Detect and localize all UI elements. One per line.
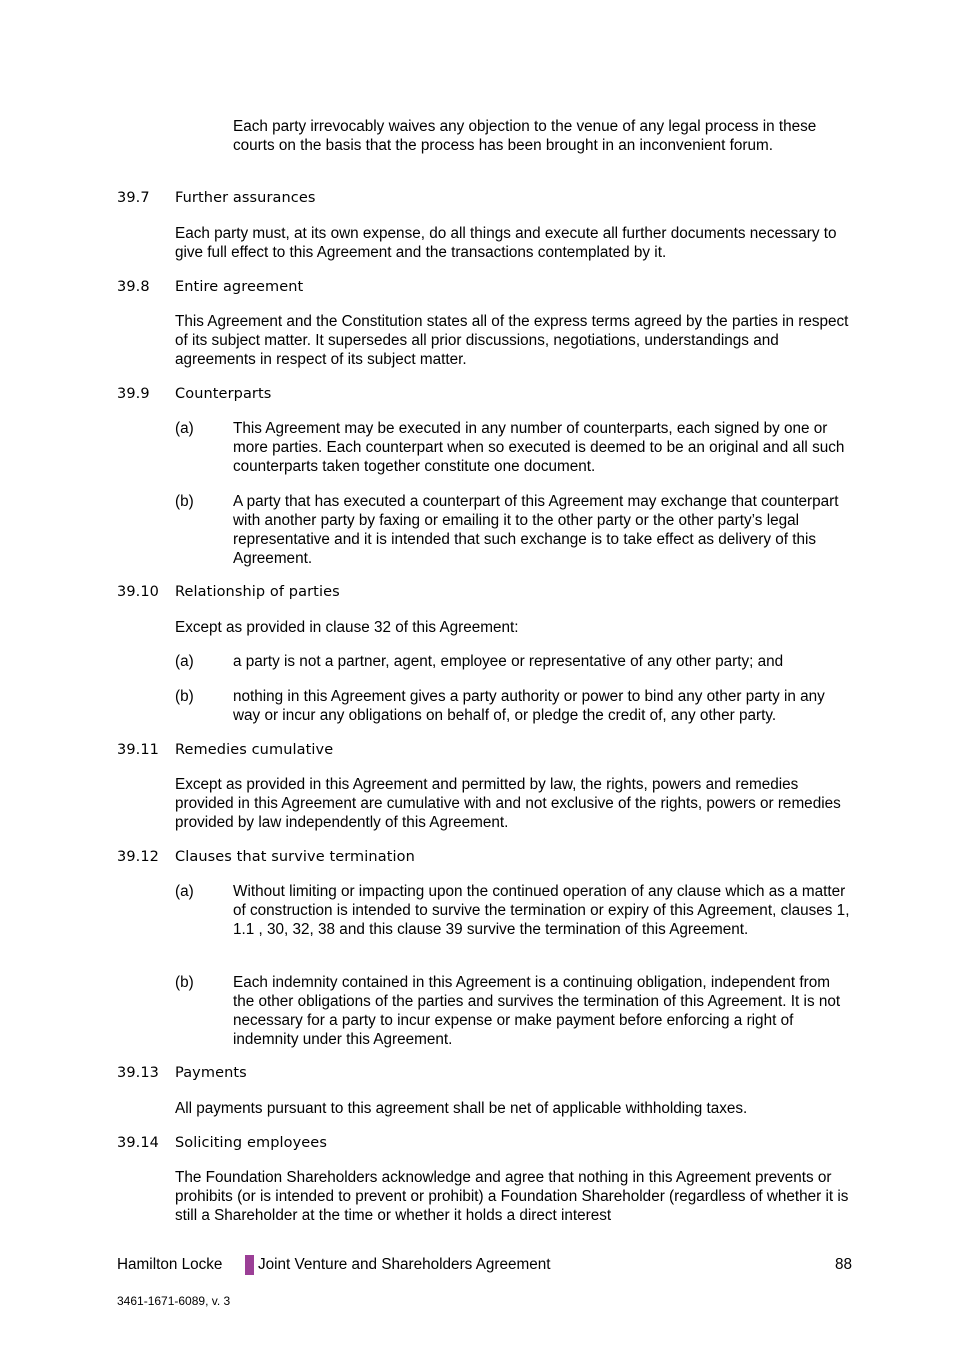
clause-heading-39-10 (117, 583, 817, 602)
clause-heading-39-13 (117, 1064, 817, 1083)
clause-heading-39-9 (117, 385, 817, 404)
clause-intro-39-10: Except as provided in clause 32 of this Agreement: (175, 619, 519, 636)
clause-title: Relationship of parties (175, 584, 340, 600)
clause-number: 39.9 (117, 386, 150, 402)
clause-heading-39-11 (117, 741, 817, 760)
clause-number: 39.14 (117, 1135, 160, 1151)
subclause-label: (b) (175, 974, 194, 991)
document-id: 3461-1671-6089, v. 3 (117, 1294, 231, 1308)
clause-body-39-8: This Agreement and the Constitution states all of the express terms agreed by the parties in respect of its subject matter. It supersedes all prior discussions, negotiations, understandings and agreements in respect of its subject matter. (175, 313, 849, 368)
clause-body-39-11: Except as provided in this Agreement and permitted by law, the rights, powers and remedies provided in this Agreement are cumulative with and not exclusive of the rights, powers or remedies provided by law independently of this Agreement. (175, 776, 841, 831)
venue-waiver-paragraph: Each party irrevocably waives any objection to the venue of any legal process in these courts on the basis that the process has been brought in an inconvenient forum. (233, 118, 817, 154)
subclause-text-39-12-b: Each indemnity contained in this Agreement is a continuing obligation, independent from the other obligations of the parties and survives the termination of this Agreement. It is not necessary for a party to incur expense or make payment before enforcing a right of indemnity under this Agreement. (233, 974, 841, 1048)
page-number: 88 (834, 1256, 852, 1273)
clause-number: 39.8 (117, 279, 150, 295)
clause-title: Further assurances (175, 190, 316, 206)
clause-body-39-14: The Foundation Shareholders acknowledge and agree that nothing in this Agreement prevents or prohibits (or is intended to prevent or prohibit) a Foundation Shareholder (regardless of whether it is still a Shareholder at the time or whether it holds a direct interest (175, 1169, 849, 1224)
firm-name: Hamilton Locke (117, 1256, 223, 1273)
subclause-label: (a) (175, 653, 194, 670)
subclause-text-39-9-b: A party that has executed a counterpart of this Agreement may exchange that counterpart with another party by faxing or emailing it to the other party or the other party’s legal representative and it is intended that such exchange is to take effect as delivery of this Agreement. (233, 493, 839, 567)
clause-title: Counterparts (175, 386, 272, 402)
clause-title: Payments (175, 1065, 247, 1081)
clause-title: Clauses that survive termination (175, 849, 415, 865)
clause-heading-39-8 (117, 278, 817, 297)
clause-number: 39.12 (117, 849, 160, 865)
clause-heading-39-12 (117, 848, 817, 867)
clause-body-39-7: Each party must, at its own expense, do all things and execute all further documents necessary to give full effect to this Agreement and the transactions contemplated by it. (175, 225, 837, 261)
subclause-text-39-10-a: a party is not a partner, agent, employee or representative of any other party; and (233, 653, 784, 670)
clause-heading-39-7 (117, 189, 817, 208)
subclause-text-39-12-a: Without limiting or impacting upon the continued operation of any clause which as a matter of construction is intended to survive the termination or expiry of this Agreement, clauses 1, 1.1 , 30, 32, 38 and this clause 39 survive the termination of this Agreement. (233, 883, 850, 938)
clause-title: Entire agreement (175, 279, 304, 295)
clause-title: Soliciting employees (175, 1135, 327, 1151)
clause-number: 39.11 (117, 742, 160, 758)
subclause-text-39-10-b: nothing in this Agreement gives a party authority or power to bind any other party in any way or incur any obligations on behalf of, or pledge the credit of, any other party. (233, 688, 825, 724)
accent-bar (245, 1255, 254, 1275)
subclause-label: (b) (175, 688, 194, 705)
page-footer (117, 1255, 852, 1277)
clause-body-39-13: All payments pursuant to this agreement shall be net of applicable withholding taxes. (175, 1100, 748, 1117)
subclause-label: (a) (175, 883, 194, 900)
subclause-text-39-9-a: This Agreement may be executed in any number of counterparts, each signed by one or more parties. Each counterpart when so executed is deemed to be an original and all such counterparts taken together constitute one document. (233, 420, 845, 475)
subclause-label: (b) (175, 493, 194, 510)
clause-number: 39.10 (117, 584, 160, 600)
clause-heading-39-14 (117, 1134, 817, 1153)
clause-number: 39.13 (117, 1065, 160, 1081)
clause-number: 39.7 (117, 190, 150, 206)
document-title: Joint Venture and Shareholders Agreement (258, 1256, 551, 1273)
subclause-label: (a) (175, 420, 194, 437)
clause-title: Remedies cumulative (175, 742, 334, 758)
